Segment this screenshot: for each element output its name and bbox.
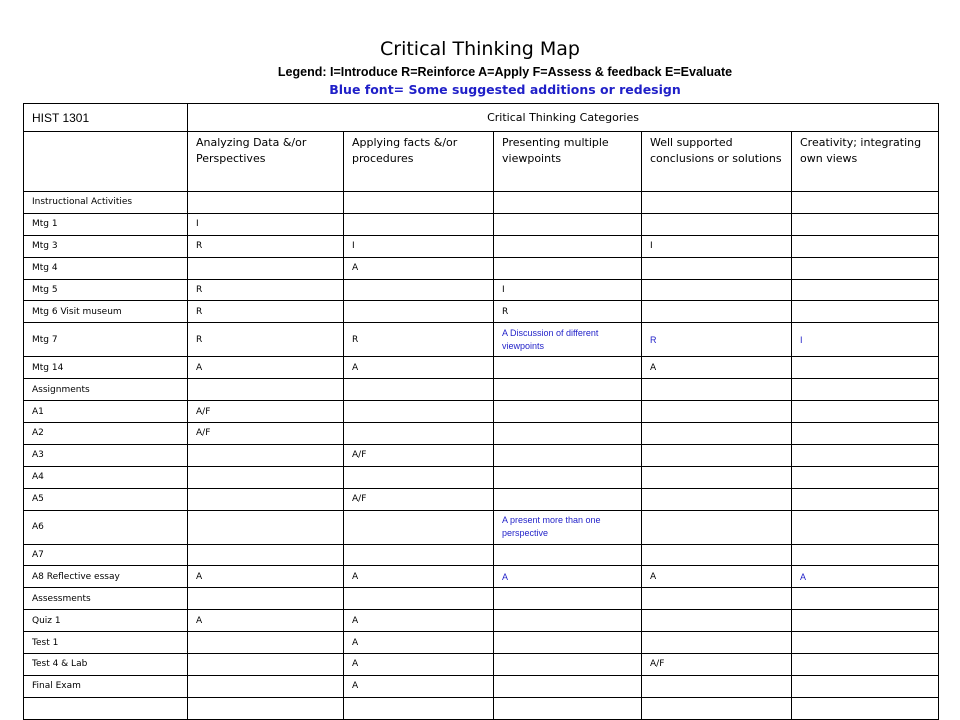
rating-cell <box>642 588 792 610</box>
table-row <box>24 323 939 357</box>
rating-cell <box>792 213 939 235</box>
table-row <box>24 654 939 676</box>
row-label-cell: A8 Reflective essay <box>24 566 188 588</box>
rating-cell: A <box>494 566 642 588</box>
rating-cell: I <box>792 323 939 357</box>
rating-cell <box>494 357 642 379</box>
row-label-cell: Mtg 14 <box>24 357 188 379</box>
column-header: Applying facts &/or procedures <box>344 132 494 192</box>
rating-cell <box>494 444 642 466</box>
row-label-cell: Instructional Activities <box>24 192 188 214</box>
rating-cell: A <box>188 357 344 379</box>
rating-cell <box>494 192 642 214</box>
row-label-cell: A5 <box>24 488 188 510</box>
rating-cell <box>642 257 792 279</box>
row-label-cell: Assessments <box>24 588 188 610</box>
rating-cell <box>792 301 939 323</box>
empty-header-cell <box>24 132 188 192</box>
rating-cell: A <box>344 675 494 697</box>
rating-cell: A <box>344 654 494 676</box>
row-label-cell: Mtg 4 <box>24 257 188 279</box>
rating-cell <box>642 279 792 301</box>
table-row <box>24 213 939 235</box>
row-label-cell: A1 <box>24 401 188 423</box>
table-row <box>24 610 939 632</box>
rating-cell <box>188 444 344 466</box>
rating-cell <box>494 610 642 632</box>
rating-cell <box>188 466 344 488</box>
legend-text: Legend: I=Introduce R=Reinforce A=Apply F=Assess & feedback E=Evaluate <box>277 65 733 79</box>
rating-cell <box>792 192 939 214</box>
rating-cell <box>494 588 642 610</box>
rating-cell <box>792 675 939 697</box>
row-label-cell: A7 <box>24 544 188 566</box>
rating-cell <box>792 401 939 423</box>
column-header: Analyzing Data &/or Perspectives <box>188 132 344 192</box>
row-label-cell: Mtg 1 <box>24 213 188 235</box>
table-header-row <box>24 104 939 132</box>
table-row <box>24 235 939 257</box>
row-label-cell: A3 <box>24 444 188 466</box>
rating-cell: R <box>188 235 344 257</box>
table-row <box>24 488 939 510</box>
rating-cell <box>494 213 642 235</box>
rating-cell <box>344 213 494 235</box>
rating-cell <box>344 379 494 401</box>
rating-cell <box>494 697 642 719</box>
rating-cell <box>642 488 792 510</box>
rating-cell <box>642 632 792 654</box>
rating-cell <box>642 379 792 401</box>
rating-cell <box>642 213 792 235</box>
rating-cell: I <box>642 235 792 257</box>
page-title: Critical Thinking Map <box>380 38 580 60</box>
categories-header-cell: Critical Thinking Categories <box>188 104 939 132</box>
rating-cell <box>188 488 344 510</box>
row-label-cell: Mtg 6 Visit museum <box>24 301 188 323</box>
rating-cell: I <box>188 213 344 235</box>
rating-cell <box>188 588 344 610</box>
rating-cell <box>188 675 344 697</box>
rating-cell: R <box>188 323 344 357</box>
rating-cell: A <box>344 566 494 588</box>
rating-cell <box>344 544 494 566</box>
rating-cell <box>792 257 939 279</box>
rating-cell <box>792 632 939 654</box>
table-row <box>24 566 939 588</box>
rating-cell <box>188 544 344 566</box>
rating-cell: A <box>188 610 344 632</box>
row-label-cell: Test 4 & Lab <box>24 654 188 676</box>
rating-cell: A Discussion of different viewpoints <box>494 323 642 357</box>
table-row <box>24 423 939 445</box>
rating-cell <box>188 510 344 544</box>
rating-cell <box>494 257 642 279</box>
rating-cell <box>792 235 939 257</box>
table-row <box>24 466 939 488</box>
rating-cell <box>494 423 642 445</box>
rating-cell <box>792 466 939 488</box>
rating-cell <box>642 675 792 697</box>
rating-cell <box>494 544 642 566</box>
rating-cell <box>642 466 792 488</box>
rating-cell <box>344 301 494 323</box>
rating-cell: I <box>344 235 494 257</box>
rating-cell <box>792 357 939 379</box>
row-label-cell: Final Exam <box>24 675 188 697</box>
table-row <box>24 632 939 654</box>
rating-cell <box>494 675 642 697</box>
rating-cell <box>494 401 642 423</box>
rating-cell: A/F <box>642 654 792 676</box>
rating-cell <box>792 654 939 676</box>
rating-cell <box>188 697 344 719</box>
rating-cell <box>642 610 792 632</box>
rating-cell <box>792 610 939 632</box>
rating-cell <box>642 697 792 719</box>
rating-cell <box>188 379 344 401</box>
rating-cell: R <box>642 323 792 357</box>
rating-cell <box>792 544 939 566</box>
table-row <box>24 401 939 423</box>
rating-cell: A <box>188 566 344 588</box>
rating-cell: I <box>494 279 642 301</box>
rating-cell <box>188 654 344 676</box>
rating-cell <box>188 192 344 214</box>
rating-cell <box>344 423 494 445</box>
rating-cell: A <box>792 566 939 588</box>
rating-cell <box>642 301 792 323</box>
rating-cell <box>792 510 939 544</box>
table-row <box>24 301 939 323</box>
rating-cell: A/F <box>188 423 344 445</box>
table-row <box>24 257 939 279</box>
row-label-cell: Mtg 7 <box>24 323 188 357</box>
rating-cell <box>344 466 494 488</box>
row-label-cell: A2 <box>24 423 188 445</box>
rating-cell <box>642 510 792 544</box>
rating-cell <box>792 588 939 610</box>
rating-cell <box>792 279 939 301</box>
table-row <box>24 675 939 697</box>
rating-cell <box>188 632 344 654</box>
rating-cell: A/F <box>188 401 344 423</box>
column-header: Presenting multiple viewpoints <box>494 132 642 192</box>
table-row <box>24 279 939 301</box>
rating-cell: R <box>494 301 642 323</box>
rating-cell <box>642 423 792 445</box>
rating-cell <box>792 423 939 445</box>
table-row <box>24 192 939 214</box>
rating-cell <box>494 488 642 510</box>
rating-cell <box>344 510 494 544</box>
rating-cell <box>494 654 642 676</box>
rating-cell: R <box>344 323 494 357</box>
table-row <box>24 444 939 466</box>
rating-cell <box>188 257 344 279</box>
table-row <box>24 544 939 566</box>
rating-cell <box>344 279 494 301</box>
rating-cell: A present more than one perspective <box>494 510 642 544</box>
rating-cell <box>344 401 494 423</box>
rating-cell: R <box>188 301 344 323</box>
rating-cell <box>494 379 642 401</box>
rating-cell: A <box>344 357 494 379</box>
rating-cell: A/F <box>344 488 494 510</box>
rating-cell <box>642 401 792 423</box>
row-label-cell: Mtg 5 <box>24 279 188 301</box>
row-label-cell: Assignments <box>24 379 188 401</box>
rating-cell <box>792 379 939 401</box>
course-code-cell: HIST 1301 <box>24 104 188 132</box>
rating-cell <box>642 192 792 214</box>
rating-cell <box>344 588 494 610</box>
column-header: Well supported conclusions or solutions <box>642 132 792 192</box>
rating-cell <box>792 488 939 510</box>
rating-cell <box>344 192 494 214</box>
row-label-cell: Quiz 1 <box>24 610 188 632</box>
rating-cell: R <box>188 279 344 301</box>
table-row <box>24 357 939 379</box>
rating-cell: A <box>344 610 494 632</box>
rating-cell: A/F <box>344 444 494 466</box>
rating-cell: A <box>344 632 494 654</box>
row-label-cell <box>24 697 188 719</box>
table-row <box>24 697 939 719</box>
table-row <box>24 588 939 610</box>
rating-cell <box>494 466 642 488</box>
rating-cell: A <box>642 566 792 588</box>
rating-cell <box>792 444 939 466</box>
row-label-cell: A6 <box>24 510 188 544</box>
rating-cell <box>642 544 792 566</box>
rating-cell: A <box>344 257 494 279</box>
rating-cell <box>792 697 939 719</box>
rating-cell <box>494 235 642 257</box>
table-row <box>24 379 939 401</box>
rating-cell <box>494 632 642 654</box>
rating-cell <box>642 444 792 466</box>
rating-cell: A <box>642 357 792 379</box>
row-label-cell: Mtg 3 <box>24 235 188 257</box>
critical-thinking-table <box>23 103 939 720</box>
table-row <box>24 510 939 544</box>
row-label-cell: Test 1 <box>24 632 188 654</box>
rating-cell <box>344 697 494 719</box>
column-headers-row <box>24 132 939 192</box>
row-label-cell: A4 <box>24 466 188 488</box>
column-header: Creativity; integrating own views <box>792 132 939 192</box>
blue-font-note: Blue font= Some suggested additions or redesign <box>329 82 681 97</box>
